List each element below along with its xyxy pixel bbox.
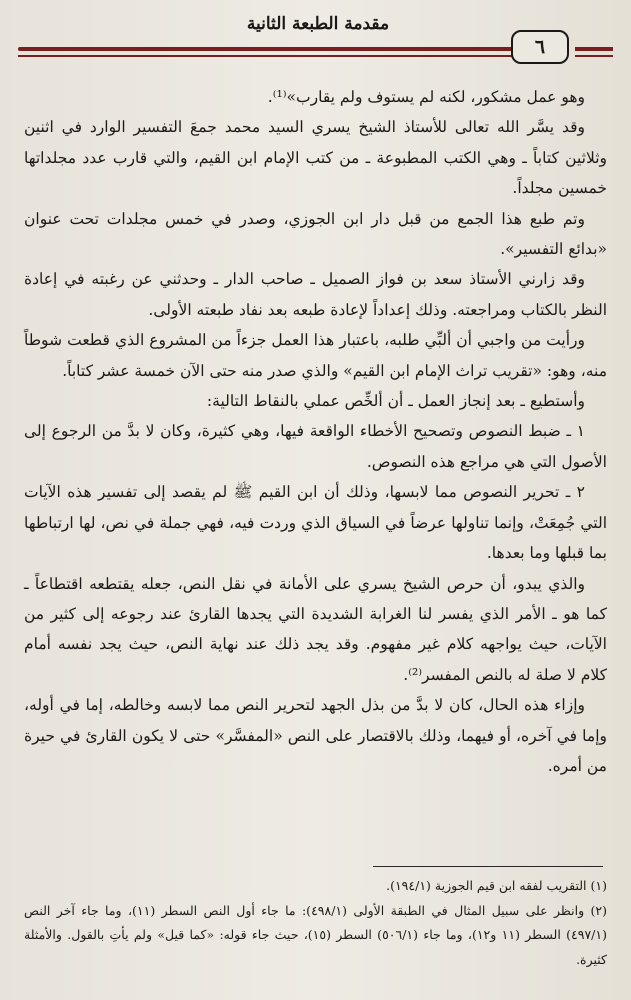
paragraph: والذي يبدو، أن حرص الشيخ يسري على الأمانة في نقل النص، جعله يقتطعه اقتطاعاً ـ كما هو ـ الأمر الذي يفسر لنا الغرابة الشديدة التي يجدها القارئ عند رجوعه إلى كثير من الآيات، حيث يواجهه كلام غير مفهوم. وقد يجد ذلك عند نهاية النص، حيث يجد نفسه أمام كلام لا صلة له بالنص المفسر⁽²⁾. <box>24 574 607 684</box>
page-header <box>18 8 613 78</box>
paragraph: وهو عمل مشكور، لكنه لم يستوف ولم يقارب»⁽¹⁾. <box>267 88 585 106</box>
paragraph: وتم طبع هذا الجمع من قبل دار ابن الجوزي، وصدر في خمس مجلدات تحت عنوان «بدائع التفسير». <box>24 209 607 259</box>
paragraph: وقد يسَّر الله تعالى للأستاذ الشيخ يسري السيد محمد جمعَ التفسير الوارد في اثنين وثلاثين كتاباً ـ وهي الكتب المطبوعة ـ من كتب الإمام ابن القيم، والتي قارب عدد مجلداتها خمسين مجلداً. <box>24 118 607 198</box>
footnotes <box>24 874 607 972</box>
paragraph: ١ ـ ضبط النصوص وتصحيح الأخطاء الواقعة فيها، وهي كثيرة، وكان لا بدَّ من الرجوع إلى الأصول التي هي مراجع هذه النصوص. <box>24 422 607 471</box>
paragraph: وأستطيع ـ بعد إنجاز العمل ـ أن ألخِّص عملي بالنقاط التالية: <box>206 392 585 411</box>
running-title: مقدمة الطبعة الثانية <box>246 14 390 34</box>
paragraph: وإزاء هذه الحال، كان لا بدَّ من بذل الجهد لتحرير النص مما لابسه وخالطه، إما في أوله، وإما في آخره، أو فيهما، وذلك بالاقتصار على النص «المفسَّر» حتى لا يكون القارئ في حيرة من أمره. <box>24 696 607 775</box>
footnote: (١) التقريب لفقه ابن قيم الجوزية (١٩٤/١). <box>386 878 607 893</box>
header-rule-right-thin <box>575 55 613 57</box>
header-rule-thick <box>18 47 528 51</box>
footnote: (٢) وانظر على سبيل المثال في الطبقة الأولى (٤٩٨/١): ما جاء أول النص السطر (١١)، وما جاء آخر النص (٤٩٧/١) السطر (١١ و١٢)، وما جاء (٥٠٦/١) السطر (١٥)، حيث جاء قوله: «كما قيل» ولم يأتِ بالقول. والأمثلة كثيرة. <box>24 902 607 967</box>
page-number: ٦ <box>511 30 569 64</box>
header-rule-thin <box>18 55 528 57</box>
header-rule-right-thick <box>575 47 613 51</box>
paragraph: وقد زارني الأستاذ سعد بن فواز الصميل ـ صاحب الدار ـ وحدثني عن رغبته في إعادة النظر بالكتاب ومراجعته. وذلك إعداداً لإعادة طبعه بعد نفاد طبعته الأولى. <box>24 270 607 319</box>
footnote-separator <box>373 866 603 867</box>
main-text <box>24 82 607 781</box>
paragraph: ٢ ـ تحرير النصوص مما لابسها، وذلك أن ابن القيم ﷺ لم يقصد إلى تفسير هذه الآيات التي جُمِعَتْ، وإنما تناولها عرضاً في السياق الذي وردت فيه، فهي جملة في نص، لها ارتباطها بما قبلها وما بعدها. <box>24 483 607 563</box>
paragraph: ورأيت من واجبي أن ألبِّي طلبه، باعتبار هذا العمل جزءاً من المشروع الذي قطعت شوطاً منه، وهو: «تقريب تراث الإمام ابن القيم» والذي صدر منه حتى الآن خمسة عشر كتاباً. <box>24 331 607 380</box>
